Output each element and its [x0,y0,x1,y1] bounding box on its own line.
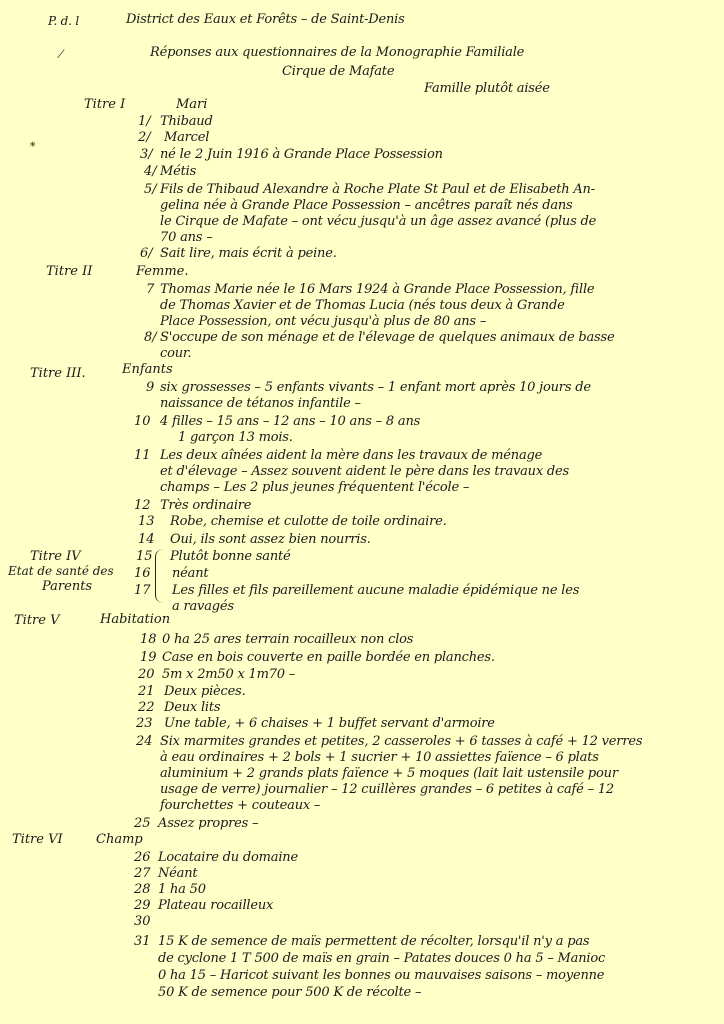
entry-line: Une table, + 6 chaises + 1 buffet servant d'armoire [164,716,495,731]
entry-number: 6/ [140,246,153,261]
entry-line: 1 garçon 13 mois. [178,430,293,445]
entry-number: 17 [134,583,151,598]
entry-line: champs – Les 2 plus jeunes fréquentent l'école – [160,480,470,495]
entry-number: 25 [134,816,151,831]
margin-note: P. d. l [48,14,80,28]
entry-line: né le 2 Juin 1916 à Grande Place Possession [160,147,443,162]
entry-line: 70 ans – [160,230,213,245]
entry-line: Thomas Marie née le 16 Mars 1924 à Grande Place Possession, fille [160,282,595,297]
entry-number: 13 [138,514,155,529]
entry-line: Les filles et fils pareillement aucune maladie épidémique ne les [172,583,580,598]
entry-line: Thibaud [160,114,213,129]
entry-number: 28 [134,882,151,897]
entry-number: 30 [134,914,151,929]
entry-line: et d'élevage – Assez souvent aident le père dans les travaux des [160,464,570,479]
entry-line: six grossesses – 5 enfants vivants – 1 enfant mort après 10 jours de [160,380,591,395]
entry-number: 2/ [138,130,151,145]
entry-line: fourchettes + couteaux – [160,798,321,813]
entry-line: Six marmites grandes et petites, 2 casseroles + 6 tasses à café + 12 verres [160,734,643,749]
section-title-2: Titre II [46,264,93,279]
entry-number: 20 [138,667,155,682]
entry-line: Sait lire, mais écrit à peine. [160,246,337,261]
entry-line: Oui, ils sont assez bien nourris. [170,532,371,547]
subhead-dwelling: Habitation [100,612,171,627]
entry-number: 22 [138,700,155,715]
entry-number: 21 [138,684,155,699]
entry-line: Assez propres – [158,816,259,831]
entry-line: à eau ordinaires + 2 bols + 1 sucrier + 10 assiettes faïence – 6 plats [160,750,599,765]
entry-line: Marcel [164,130,210,145]
subhead-wife: Femme. [136,264,189,279]
entry-line: 1 ha 50 [158,882,206,897]
entry-number: 8/ [144,330,157,345]
entry-line: Plutôt bonne santé [170,549,291,564]
entry-number: 10 [134,414,151,429]
section-title-1: Titre I [84,97,126,112]
entry-line: Fils de Thibaud Alexandre à Roche Plate St Paul et de Elisabeth An- [160,182,595,197]
section-title-4: Titre IV [30,549,81,564]
entry-line: gelina née à Grande Place Possession – ancêtres paraît nés dans [160,198,573,213]
entry-line: 0 ha 25 ares terrain rocailleux non clos [162,632,414,647]
section-title-6: Titre VI [12,832,63,847]
document-subtitle: Cirque de Mafate [282,64,395,79]
entry-line: naissance de tétanos infantile – [160,396,361,411]
entry-line: 15 K de semence de maïs permettent de récolter, lorsqu'il n'y a pas [158,934,590,949]
entry-line: Place Possession, ont vécu jusqu'à plus de 80 ans – [160,314,487,329]
entry-number: 31 [134,934,151,949]
subhead-husband: Mari [176,97,208,112]
entry-number: 19 [140,650,157,665]
entry-number: 27 [134,866,151,881]
entry-line: Deux lits [164,700,221,715]
entry-line: 50 K de semence pour 500 K de récolte – [158,985,422,1000]
health-brace [155,549,166,603]
entry-number: 12 [134,498,151,513]
entry-line: usage de verre) journalier – 12 cuillères grandes – 6 petites à café – 12 [160,782,614,797]
document-title: Réponses aux questionnaires de la Monographie Familiale [150,45,525,60]
entry-number: 29 [134,898,151,913]
entry-line: néant [172,566,209,581]
entry-number: 16 [134,566,151,581]
entry-line: de Thomas Xavier et de Thomas Lucia (nés tous deux à Grande [160,298,565,313]
section-title-5: Titre V [14,613,60,628]
entry-number: 11 [134,448,151,463]
subhead-children: Enfants [122,362,173,377]
entry-line: Robe, chemise et culotte de toile ordinaire. [170,514,447,529]
entry-line: le Cirque de Mafate – ont vécu jusqu'à un âge assez avancé (plus de [160,214,597,229]
entry-line: Deux pièces. [164,684,246,699]
entry-number: 24 [136,734,153,749]
section-title-4-line3: Parents [42,579,93,594]
entry-line: cour. [160,346,192,361]
district-header: District des Eaux et Forêts – de Saint-Denis [126,12,405,27]
entry-line: a ravagés [172,599,234,614]
entry-line: Plateau rocailleux [158,898,274,913]
entry-number: 4/ [144,164,157,179]
entry-number: 5/ [144,182,157,197]
entry-line: 4 filles – 15 ans – 12 ans – 10 ans – 8 ans [160,414,421,429]
entry-number: 18 [140,632,157,647]
entry-line: S'occupe de son ménage et de l'élevage de quelques animaux de basse [160,330,615,345]
entry-line: Locataire du domaine [158,850,298,865]
entry-number: 7 [146,282,155,297]
entry-line: aluminium + 2 grands plats faïence + 5 moques (lait lait ustensile pour [160,766,618,781]
entry-number: 9 [146,380,155,395]
section-title-3: Titre III. [30,366,86,381]
entry-number: 26 [134,850,151,865]
entry-line: Très ordinaire [160,498,252,513]
entry-line: Les deux aînées aident la mère dans les travaux de ménage [160,448,543,463]
entry-line: Néant [158,866,198,881]
section-title-4-line2: Etat de santé des [8,564,114,578]
entry-number: 15 [136,549,153,564]
entry-line: de cyclone 1 T 500 de maïs en grain – Patates douces 0 ha 5 – Manioc [158,951,606,966]
entry-number: 3/ [140,147,153,162]
family-type: Famille plutôt aisée [424,81,550,96]
margin-tick: ⁄ [60,48,62,61]
entry-line: 0 ha 15 – Haricot suivant les bonnes ou mauvaises saisons – moyenne [158,968,605,983]
subhead-field: Champ [96,832,143,847]
entry-number: 1/ [138,114,151,129]
entry-line: Métis [160,164,197,179]
entry-number: 23 [136,716,153,731]
entry-line: 5m x 2m50 x 1m70 – [162,667,296,682]
entry-number: 14 [138,532,155,547]
margin-star: * [30,140,36,153]
entry-line: Case en bois couverte en paille bordée en planches. [162,650,495,665]
